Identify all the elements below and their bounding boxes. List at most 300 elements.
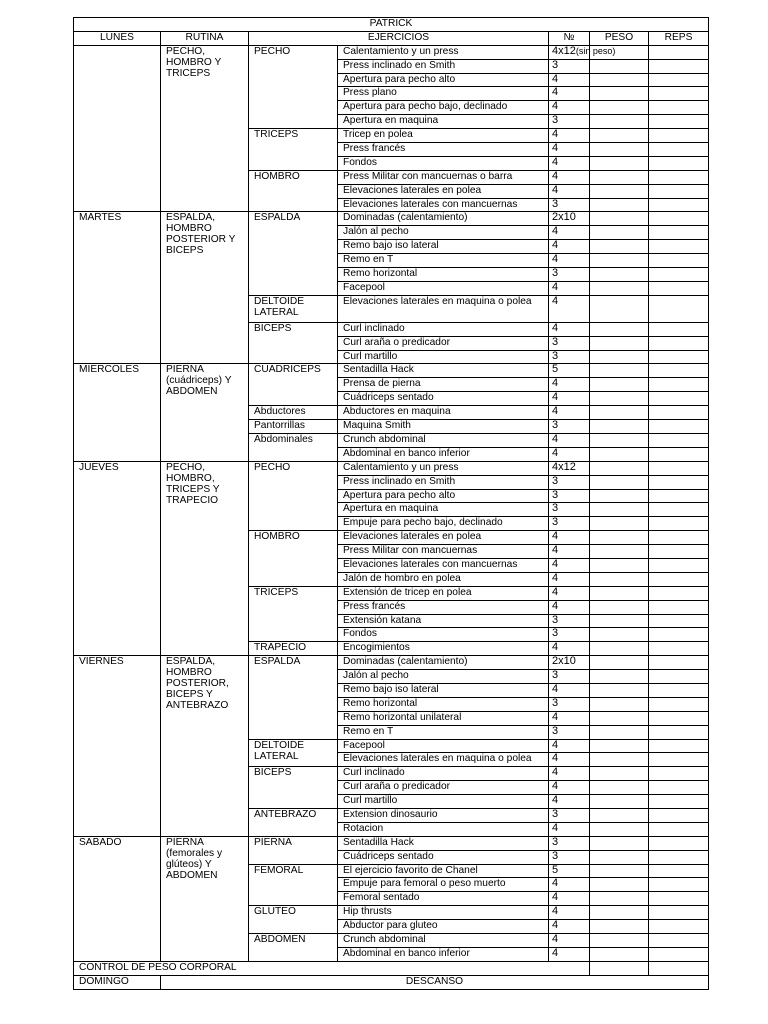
sets-value: 4	[552, 933, 559, 945]
sets-value: 5	[552, 363, 559, 376]
weight-cell	[590, 212, 649, 226]
muscle-group: PECHO	[249, 461, 338, 530]
reps-cell	[649, 198, 709, 212]
exercise-sets	[549, 656, 590, 670]
reps-cell	[649, 656, 709, 670]
header-row	[74, 31, 709, 45]
reps-cell	[649, 392, 709, 406]
sets-value: 4	[552, 530, 559, 543]
exercise-name: Dominadas (calentamiento)	[338, 656, 549, 670]
reps-cell	[649, 281, 709, 295]
weight-cell	[590, 906, 649, 920]
muscle-group: Abdominales	[249, 433, 338, 461]
exercise-sets	[549, 268, 590, 282]
exercise-name: Rotacion	[338, 822, 549, 836]
exercise-sets	[549, 475, 590, 489]
sets-value: 2x10	[552, 211, 576, 224]
muscle-group: DELTOIDE LATERAL	[249, 295, 338, 322]
sets-value: 3	[552, 474, 559, 487]
reps-cell	[649, 822, 709, 836]
weight-cell	[590, 73, 649, 87]
exercise-name: Abductor para gluteo	[338, 920, 549, 934]
sets-value: 4	[552, 72, 559, 85]
exercise-name: Femoral sentado	[338, 892, 549, 906]
reps-cell	[649, 947, 709, 961]
exercise-name: Extension dinosaurio	[338, 808, 549, 822]
weight-cell	[590, 864, 649, 878]
reps-cell	[649, 212, 709, 226]
exercise-sets	[549, 822, 590, 836]
exercise-sets	[549, 767, 590, 781]
exercise-name: Calentamiento y un press	[338, 461, 549, 475]
sets-value: 4	[552, 169, 559, 182]
exercise-sets	[549, 143, 590, 157]
exercise-name: Fondos	[338, 628, 549, 642]
weight-cell	[590, 392, 649, 406]
reps-cell	[649, 433, 709, 447]
reps-cell	[649, 850, 709, 864]
reps-cell	[649, 572, 709, 586]
sets-value: 4	[552, 891, 559, 904]
day-routine: PIERNA (femorales y glúteos) Y ABDOMEN	[161, 836, 249, 961]
muscle-group: Abductores	[249, 406, 338, 420]
weight-control-label: CONTROL DE PESO CORPORAL	[74, 961, 590, 975]
weight-control-peso	[590, 961, 649, 975]
exercise-row	[74, 461, 709, 475]
reps-cell	[649, 906, 709, 920]
sets-value: 3	[552, 502, 559, 515]
exercise-name: Press inclinado en Smith	[338, 59, 549, 73]
exercise-name: Apertura para pecho alto	[338, 73, 549, 87]
reps-cell	[649, 739, 709, 753]
exercise-sets	[549, 433, 590, 447]
sets-value: 4	[552, 155, 559, 168]
exercise-name: Curl martillo	[338, 350, 549, 364]
sets-value: 3	[552, 349, 559, 362]
exercise-name: Elevaciones laterales en polea	[338, 184, 549, 198]
muscle-group: CUADRICEPS	[249, 364, 338, 406]
sets-value: 3	[552, 267, 559, 280]
reps-cell	[649, 600, 709, 614]
exercise-name: Elevaciones laterales en polea	[338, 531, 549, 545]
sets-value: 3	[552, 197, 559, 210]
day-routine: ESPALDA, HOMBRO POSTERIOR Y BICEPS	[161, 212, 249, 364]
muscle-group: PIERNA	[249, 836, 338, 864]
exercise-name: El ejercicio favorito de Chanel	[338, 864, 549, 878]
weight-cell	[590, 406, 649, 420]
exercise-sets	[549, 878, 590, 892]
reps-cell	[649, 336, 709, 350]
exercise-name: Press francés	[338, 600, 549, 614]
exercise-name: Facepool	[338, 739, 549, 753]
reps-cell	[649, 934, 709, 948]
muscle-group: GLUTEO	[249, 906, 338, 934]
muscle-group: HOMBRO	[249, 170, 338, 212]
sets-value: 3	[552, 669, 559, 682]
reps-cell	[649, 711, 709, 725]
muscle-group: TRICEPS	[249, 129, 338, 171]
exercise-sets	[549, 295, 590, 322]
reps-cell	[649, 642, 709, 656]
sets-value: 4	[552, 919, 559, 932]
header-num: №	[549, 31, 590, 45]
reps-cell	[649, 683, 709, 697]
reps-cell	[649, 143, 709, 157]
exercise-name: Elevaciones laterales en maquina o polea	[338, 753, 549, 767]
exercise-name: Remo horizontal	[338, 268, 549, 282]
sets-value: 4	[552, 682, 559, 695]
weight-cell	[590, 725, 649, 739]
exercise-sets	[549, 558, 590, 572]
day-routine: PECHO, HOMBRO, TRICEPS Y TRAPECIO	[161, 461, 249, 655]
exercise-name: Remo en T	[338, 725, 549, 739]
weight-cell	[590, 934, 649, 948]
exercise-sets	[549, 44, 616, 59]
weight-cell	[590, 517, 649, 531]
exercise-name: Curl martillo	[338, 795, 549, 809]
exercise-sets	[549, 129, 590, 143]
reps-cell	[649, 268, 709, 282]
reps-cell	[649, 240, 709, 254]
reps-cell	[649, 531, 709, 545]
weight-cell	[590, 59, 649, 73]
reps-cell	[649, 364, 709, 378]
exercise-row	[74, 212, 709, 226]
sets-value: 4	[552, 544, 559, 557]
weight-cell	[590, 115, 649, 129]
weight-cell	[590, 878, 649, 892]
exercise-name: Curl inclinado	[338, 322, 549, 336]
reps-cell	[649, 836, 709, 850]
exercise-name: Encogimientos	[338, 642, 549, 656]
weight-cell	[590, 656, 649, 670]
exercise-sets	[549, 572, 590, 586]
sets-value: 3	[552, 114, 559, 127]
reps-cell	[649, 808, 709, 822]
weight-cell	[590, 683, 649, 697]
reps-cell	[649, 406, 709, 420]
exercise-sets	[549, 378, 590, 392]
muscle-group: TRICEPS	[249, 586, 338, 642]
reps-cell	[649, 461, 709, 475]
exercise-sets	[549, 697, 590, 711]
sets-value: 3	[552, 613, 559, 626]
exercise-sets	[549, 364, 590, 378]
day-name: VIERNES	[74, 656, 161, 837]
workout-table	[73, 17, 709, 990]
exercise-sets	[549, 115, 590, 129]
exercise-name: Elevaciones laterales con mancuernas	[338, 558, 549, 572]
weight-cell	[590, 781, 649, 795]
exercise-row	[74, 364, 709, 378]
muscle-group: ABDOMEN	[249, 934, 338, 962]
day-routine: PIERNA (cuádriceps) Y ABDOMEN	[161, 364, 249, 461]
exercise-sets	[549, 350, 590, 364]
exercise-sets	[549, 420, 590, 434]
exercise-sets	[549, 406, 590, 420]
reps-cell	[649, 322, 709, 336]
reps-cell	[649, 614, 709, 628]
reps-cell	[649, 864, 709, 878]
sets-value: 3	[552, 488, 559, 501]
exercise-row	[74, 836, 709, 850]
muscle-group: HOMBRO	[249, 531, 338, 587]
exercise-name: Empuje para femoral o peso muerto	[338, 878, 549, 892]
exercise-name: Abdominal en banco inferior	[338, 447, 549, 461]
reps-cell	[649, 87, 709, 101]
reps-cell	[649, 101, 709, 115]
reps-cell	[649, 767, 709, 781]
sets-value: 4	[552, 432, 559, 445]
weight-cell	[590, 614, 649, 628]
exercise-sets	[549, 808, 590, 822]
reps-cell	[649, 129, 709, 143]
weight-cell	[590, 475, 649, 489]
sets-value: 4	[552, 280, 559, 293]
weight-cell	[590, 101, 649, 115]
exercise-sets	[549, 683, 590, 697]
exercise-name: Remo en T	[338, 254, 549, 268]
title-row	[74, 18, 709, 32]
sets-value: 4	[552, 239, 559, 252]
reps-cell	[649, 447, 709, 461]
exercise-name: Maquina Smith	[338, 420, 549, 434]
weight-cell	[590, 268, 649, 282]
reps-cell	[649, 558, 709, 572]
exercise-sets	[549, 198, 590, 212]
exercise-name: Curl araña o predicador	[338, 781, 549, 795]
weight-cell	[590, 642, 649, 656]
sets-value: 3	[552, 335, 559, 348]
weight-cell	[590, 670, 649, 684]
sets-value: 4	[552, 794, 559, 807]
exercise-name: Apertura para pecho alto	[338, 489, 549, 503]
exercise-name: Elevaciones laterales en maquina o polea	[338, 295, 549, 322]
weight-cell	[590, 254, 649, 268]
muscle-group: Pantorrillas	[249, 420, 338, 434]
exercise-name: Extensión de tricep en polea	[338, 586, 549, 600]
weight-cell	[590, 795, 649, 809]
sets-value: 4	[552, 377, 559, 390]
sets-value: 3	[552, 419, 559, 432]
sets-value: 3	[552, 516, 559, 529]
reps-cell	[649, 781, 709, 795]
muscle-group: ESPALDA	[249, 212, 338, 295]
sets-value: 4	[552, 599, 559, 612]
weight-cell	[590, 420, 649, 434]
exercise-sets	[549, 281, 590, 295]
exercise-name: Press Militar con mancuernas	[338, 545, 549, 559]
reps-cell	[649, 892, 709, 906]
exercise-sets	[549, 517, 590, 531]
sets-value: 3	[552, 724, 559, 737]
exercise-name: Jalón de hombro en polea	[338, 572, 549, 586]
sets-value: 3	[552, 627, 559, 640]
exercise-sets	[549, 447, 590, 461]
exercise-sets	[549, 170, 590, 184]
exercise-sets	[549, 600, 590, 614]
weight-cell	[590, 156, 649, 170]
reps-cell	[649, 115, 709, 129]
weight-cell	[590, 461, 649, 475]
exercise-name: Abductores en maquina	[338, 406, 549, 420]
weight-cell	[590, 808, 649, 822]
exercise-name: Jalón al pecho	[338, 226, 549, 240]
header-weight: PESO	[590, 31, 649, 45]
weight-cell	[590, 170, 649, 184]
exercise-sets	[549, 864, 590, 878]
sets-value: 3	[552, 807, 559, 820]
header-day: LUNES	[74, 31, 161, 45]
day-routine: ESPALDA, HOMBRO POSTERIOR, BICEPS Y ANTEBRAZO	[161, 656, 249, 837]
sets-value: 4	[552, 321, 559, 334]
sets-value: 4	[552, 142, 559, 155]
sets-value: 4	[552, 946, 559, 959]
weight-cell	[590, 336, 649, 350]
exercise-sets	[549, 892, 590, 906]
weight-cell	[590, 489, 649, 503]
exercise-sets	[549, 503, 590, 517]
sets-value: 4	[552, 905, 559, 918]
exercise-name: Apertura en maquina	[338, 503, 549, 517]
reps-cell	[649, 254, 709, 268]
reps-cell	[649, 753, 709, 767]
muscle-group: BICEPS	[249, 767, 338, 809]
exercise-sets	[549, 795, 590, 809]
weight-cell	[590, 531, 649, 545]
reps-cell	[649, 226, 709, 240]
muscle-group: TRAPECIO	[249, 642, 338, 656]
reps-cell	[649, 697, 709, 711]
exercise-name: Crunch abdominal	[338, 433, 549, 447]
sets-note: (sin peso)	[575, 45, 616, 56]
sets-value: 4	[552, 405, 559, 418]
reps-cell	[649, 59, 709, 73]
weight-cell	[590, 240, 649, 254]
weight-cell	[590, 697, 649, 711]
muscle-group: ANTEBRAZO	[249, 808, 338, 836]
exercise-sets	[549, 101, 590, 115]
weight-cell	[590, 364, 649, 378]
exercise-sets	[549, 670, 590, 684]
weight-cell	[590, 920, 649, 934]
exercise-name: Dominadas (calentamiento)	[338, 212, 549, 226]
exercise-name: Press plano	[338, 87, 549, 101]
reps-cell	[649, 517, 709, 531]
muscle-group: PECHO	[249, 45, 338, 128]
reps-cell	[649, 295, 709, 322]
exercise-name: Sentadilla Hack	[338, 364, 549, 378]
exercise-name: Sentadilla Hack	[338, 836, 549, 850]
exercise-name: Abdominal en banco inferior	[338, 947, 549, 961]
exercise-name: Fondos	[338, 156, 549, 170]
reps-cell	[649, 920, 709, 934]
sets-value: 4	[552, 446, 559, 459]
sunday-row	[74, 975, 709, 989]
exercise-name: Cuádriceps sentado	[338, 392, 549, 406]
exercise-sets	[549, 184, 590, 198]
sets-value: 4	[552, 780, 559, 793]
header-exercises: EJERCICIOS	[249, 31, 549, 45]
exercise-name: Empuje para pecho bajo, declinado	[338, 517, 549, 531]
sets-value: 4	[552, 225, 559, 238]
weight-cell	[590, 433, 649, 447]
reps-cell	[649, 670, 709, 684]
exercise-sets	[549, 642, 590, 656]
reps-cell	[649, 586, 709, 600]
weight-cell	[590, 711, 649, 725]
exercise-sets	[549, 240, 590, 254]
weight-cell	[590, 836, 649, 850]
reps-cell	[649, 378, 709, 392]
day-routine: PECHO, HOMBRO Y TRICEPS	[161, 45, 249, 212]
sets-value: 4	[552, 766, 559, 779]
weight-cell	[590, 447, 649, 461]
exercise-sets	[549, 336, 590, 350]
sets-value: 4	[552, 128, 559, 141]
weight-cell	[590, 322, 649, 336]
exercise-name: Calentamiento y un press	[338, 45, 549, 59]
exercise-name: Apertura para pecho bajo, declinado	[338, 101, 549, 115]
day-name: MARTES	[74, 212, 161, 364]
reps-cell	[649, 503, 709, 517]
weight-cell	[590, 295, 649, 322]
reps-cell	[649, 350, 709, 364]
exercise-name: Hip thrusts	[338, 906, 549, 920]
exercise-name: Extensión katana	[338, 614, 549, 628]
header-routine: RUTINA	[161, 31, 249, 45]
weight-cell	[590, 822, 649, 836]
sets-value: 4x12	[552, 44, 576, 57]
reps-cell	[649, 420, 709, 434]
exercise-name: Remo horizontal	[338, 697, 549, 711]
weight-cell	[590, 739, 649, 753]
exercise-sets	[549, 545, 590, 559]
day-name: SABADO	[74, 836, 161, 961]
exercise-name: Elevaciones laterales con mancuernas	[338, 198, 549, 212]
sets-value: 3	[552, 849, 559, 862]
weight-cell	[590, 628, 649, 642]
sets-value: 3	[552, 58, 559, 71]
sets-value: 3	[552, 696, 559, 709]
sets-value: 4	[552, 86, 559, 99]
weight-cell	[590, 545, 649, 559]
exercise-sets	[549, 614, 590, 628]
exercise-sets	[549, 934, 590, 948]
exercise-sets	[549, 711, 590, 725]
weight-cell	[590, 184, 649, 198]
weight-cell	[590, 281, 649, 295]
exercise-name: Cuádriceps sentado	[338, 850, 549, 864]
exercise-name: Curl inclinado	[338, 767, 549, 781]
reps-cell	[649, 156, 709, 170]
sets-value: 4	[552, 571, 559, 584]
exercise-sets	[549, 87, 590, 101]
sheet-title: PATRICK	[74, 18, 709, 32]
exercise-sets	[549, 254, 590, 268]
sets-value: 4	[552, 183, 559, 196]
exercise-name: Remo horizontal unilateral	[338, 711, 549, 725]
sets-value: 4x12	[552, 460, 576, 473]
reps-cell	[649, 170, 709, 184]
exercise-sets	[549, 73, 590, 87]
sets-value: 4	[552, 738, 559, 751]
weight-cell	[590, 572, 649, 586]
exercise-sets	[549, 226, 590, 240]
exercise-name: Remo bajo iso lateral	[338, 683, 549, 697]
day-name: MIERCOLES	[74, 364, 161, 461]
exercise-sets	[549, 322, 590, 336]
